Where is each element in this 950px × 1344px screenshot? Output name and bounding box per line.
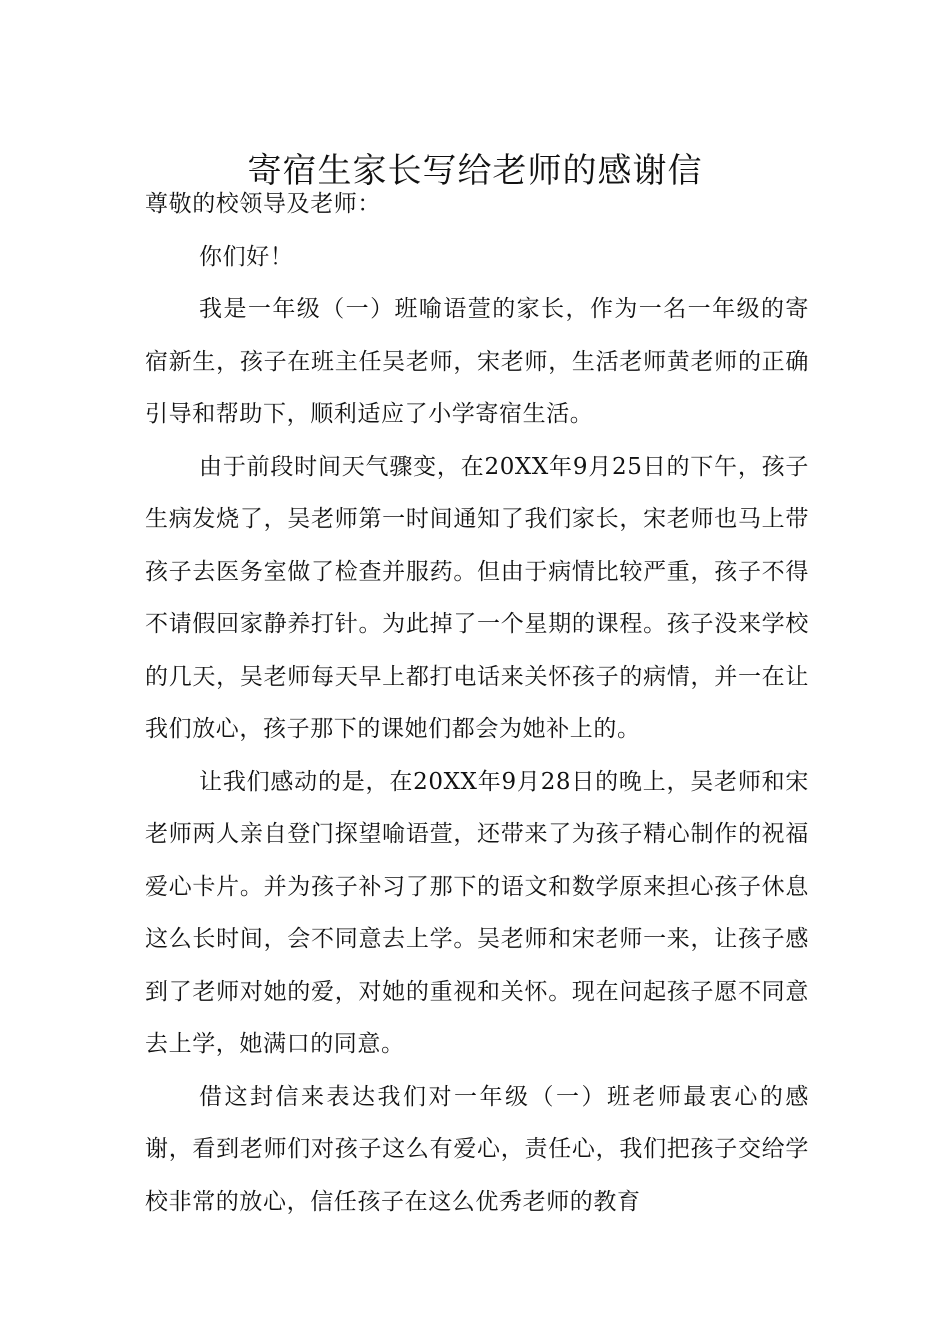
paragraph-1: 我是一年级（一）班喻语萱的家长，作为一名一年级的寄宿新生，孩子在班主任吴老师，宋老师，生活老师黄老师的正确引导和帮助下，顺利适应了小学寄宿生活。: [145, 296, 809, 427]
document-title: 寄宿生家长写给老师的感谢信: [247, 150, 703, 191]
paragraph-4: 借这封信来表达我们对一年级（一）班老师最衷心的感谢，看到老师们对孩子这么有爱心，责任心，我们把孩子交给学校非常的放心，信任孩子在这么优秀老师的教育: [145, 1083, 809, 1215]
paragraph-2: 由于前段时间天气骤变，在20XX年9月25日的下午，孩子生病发烧了，吴老师第一时间通知了我们家长，宋老师也马上带孩子去医务室做了检查并服药。但由于病情比较严重，孩子不得不请假回家静养打针。为此掉了一个星期的课程。孩子没来学校的几天，吴老师每天早上都打电话来关怀孩子的病情，并一在让我们放心，孩子那下的课她们都会为她补上的。: [145, 453, 809, 742]
letter-body: [145, 178, 809, 1228]
greeting: 你们好！: [199, 243, 294, 270]
paragraph-3: 让我们感动的是，在20XX年9月28日的晚上，吴老师和宋老师两人亲自登门探望喻语萱，还带来了为孩子精心制作的祝福爱心卡片。并为孩子补习了那下的语文和数学原来担心孩子休息这么长时间，会不同意去上学。吴老师和宋老师一来，让孩子感到了老师对她的爱，对她的重视和关怀。现在问起孩子愿不同意去上学，她满口的同意。: [145, 768, 809, 1057]
salutation: 尊敬的校领导及老师：: [145, 191, 381, 217]
